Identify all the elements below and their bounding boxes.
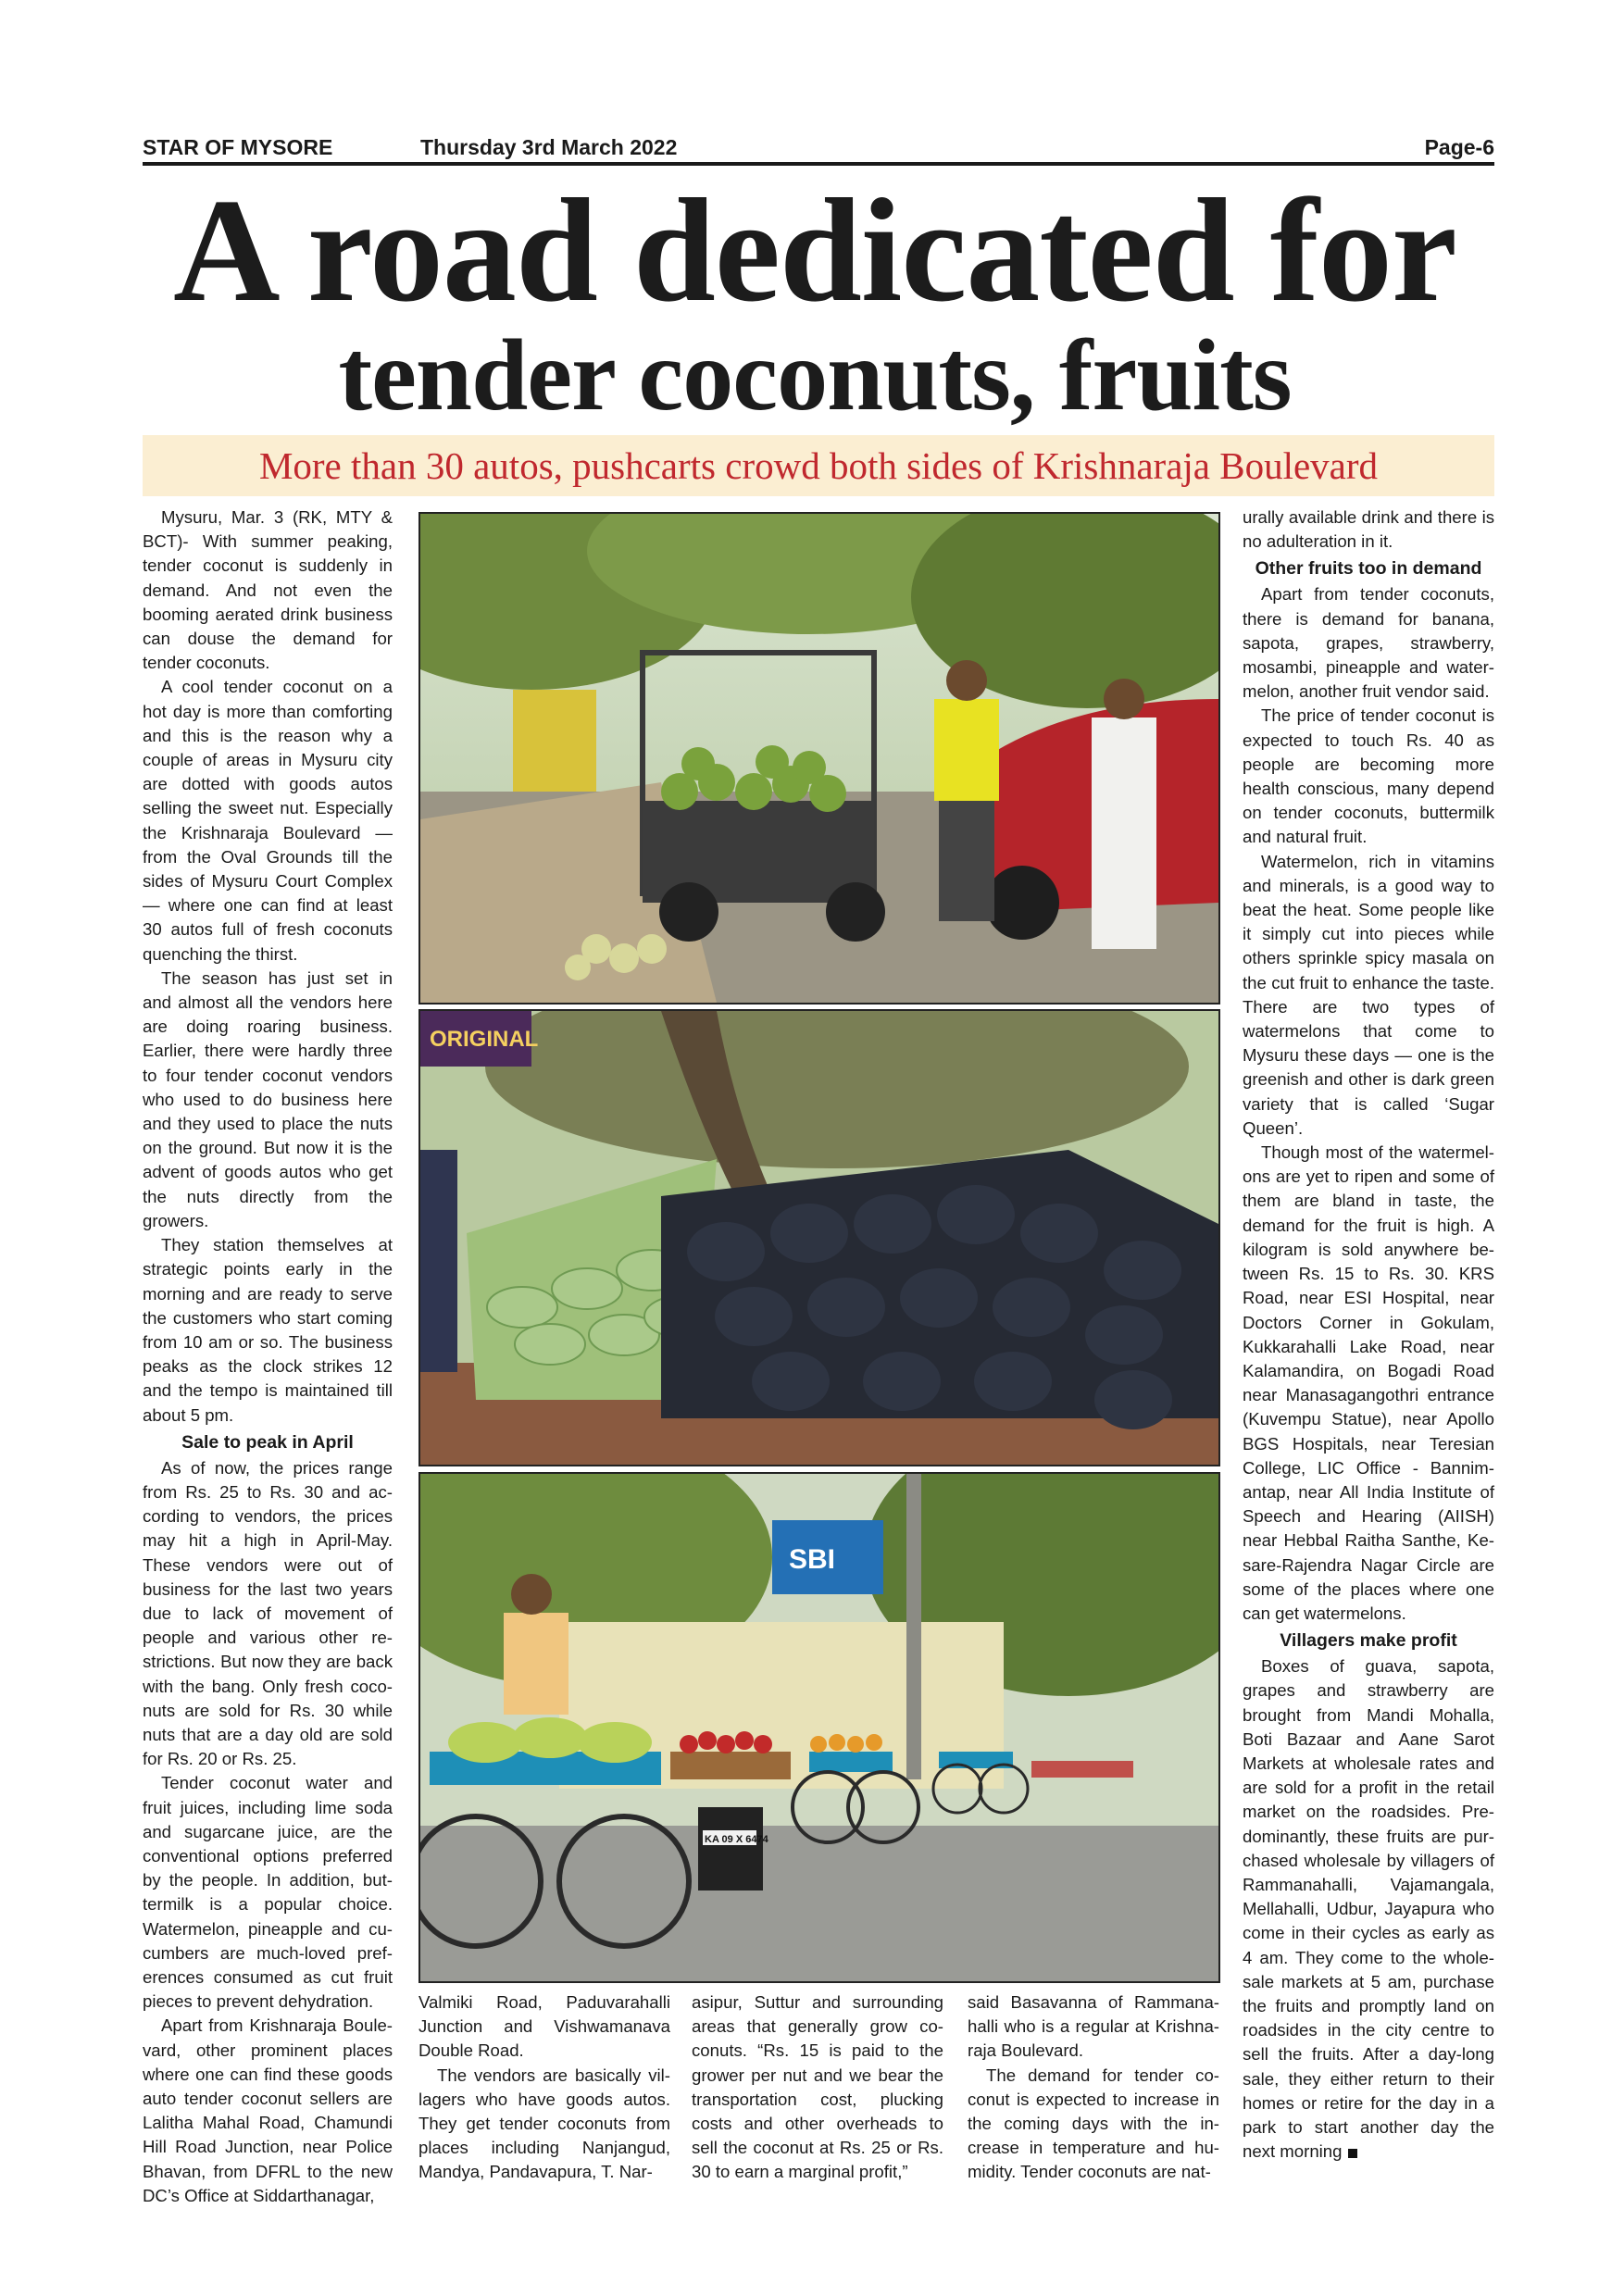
crosshead: Other fruits too in demand (1255, 558, 1482, 580)
article-column-1 (143, 505, 393, 2208)
article-column-4 (968, 1990, 1219, 2185)
signboard-text: ORIGINAL (430, 1027, 539, 1052)
crosshead: Villagers make profit (1280, 1630, 1457, 1652)
paragraph-final (1243, 1654, 1494, 2164)
paragraph: The vendors are basically villagers who have goods autos. They get tender coconuts from places including Nanjangud, Mandya, Pandavapura, T. Nar- (418, 2065, 670, 2182)
number-plate-text: KA 09 X 6474 (705, 1834, 768, 1845)
paragraph-text: Boxes of guava, sapota, grapes and strawberry are brought from Mandi Mohalla, Boti Bazaar and Aane Sarot Markets at wholesale rates and are sold for a profit in the retail market on the roadsides. Predominantly, these fruits are purchased wholesale by villagers of Rammanahalli, Vajamangala, Mellahalli, Udbur, Jayapura who come in their cycles as early as 4 am. They come to the wholesale markets at 5 am, purchase the fruits and promptly land on roadsides in the city centre to sell the fruits. After a day-long sale, they either return to their homes or retire for the day in a park to start another day the next morning (1243, 1656, 1494, 2162)
paragraph: A cool tender coconut on a hot day is more than comforting and this is the reason why a couple of areas in Mysuru city are dotted with goods autos selling the sweet nut. Especially the Krishnaraja Boulevard — from the Oval Grounds till the sides of Mysuru Court Complex — where one can find at least 30 autos full of fresh coconuts quenching the thirst. (143, 677, 393, 964)
paragraph: The price of tender coconut is expected to touch Rs. 40 as people are becoming more health conscious, many depend on tender coconuts, buttermilk and natural fruit. (1243, 705, 1494, 847)
paragraph: urally available drink and there is no adulteration in it. (1243, 507, 1494, 552)
paragraph: Watermelon, rich in vitamins and minerals, is a good way to beat the heat. Some people like it simply cut into pieces while others sprinkle spicy masala on the cut fruit to enhance the taste. There are two types of watermelons that come to Mysuru these days — one is the greenish and other is dark green variety that is called ‘Sugar Queen’. (1243, 851, 1494, 1138)
page-number: Page-6 (1424, 135, 1494, 159)
paragraph: Though most of the watermelons are yet to ripen and some of them are bland in taste, the demand for the fruit is high. A kilogram is sold anywhere between Rs. 15 to Rs. 30. KRS Road, near ESI Hospital, near Doctors Corner in Gokulam, Kukkarahalli Lake Road, near Kalamandira, on Bogadi Road near Manasagangothri entrance (Kuvempu Statue), near Apollo BGS Hospitals, near Teresian College, LIC Office - Bannimantap, near All India Institute of Speech and Hearing (AIISH) near Hebbal Raitha Santhe, Kesare-Rajendra Nagar Circle are some of the places where one can get watermelons. (1243, 1142, 1494, 1623)
bank-sign-text: SBI (789, 1544, 836, 1575)
end-mark (1348, 2149, 1357, 2158)
paragraph: As of now, the prices range from Rs. 25 to Rs. 30 and according to vendors, the prices may hit a high in April-May. These vendors were out of business for the last two years due to lack of movement of people and various other restrictions. But now they are back with the bang. Only fresh coconuts are sold for Rs. 30 while nuts that are a day old are sold for Rs. 20 or Rs. 25. (143, 1457, 393, 1769)
paragraph: Valmiki Road, Paduvarahalli Junction and Vishwamanava Double Road. (418, 1992, 670, 2061)
masthead (143, 128, 1494, 165)
headline-line-2: tender coconuts, fruits (338, 318, 1292, 431)
article-column-3 (692, 1990, 943, 2185)
paragraph: The demand for tender coconut is expected to increase in the coming days with the increase in temperature and humidity. Tender coconuts are nat- (968, 2065, 1219, 2182)
paragraph: said Basavanna of Rammanahalli who is a regular at Krishnaraja Boulevard. (968, 1992, 1219, 2061)
masthead-rule (143, 162, 1494, 166)
paragraph: The season has just set in and almost all the vendors here are doing roaring business. Earlier, there were hardly three to four tender coconut vendors who used to do business here and they used to place the nuts on the ground. But now it is the advent of goods autos who get the nuts directly from the growers. (143, 967, 393, 1230)
article-column-5 (1243, 505, 1494, 2164)
paragraph: Apart from tender coconuts, there is demand for banana, sapota, grapes, strawberry, mosambi, pineapple and watermelon, another fruit vendor said. (1243, 584, 1494, 702)
paragraph: They station themselves at strategic points early in the morning and are ready to serve the customers who start coming from 10 am or so. The business peaks as the clock strikes 12 and the tempo is maintained till about 5 pm. (143, 1235, 393, 1425)
photo-coconut-autos (418, 512, 1220, 1004)
paragraph: Mysuru, Mar. 3 (RK, MTY & BCT)- With summer peaking, tender coconut is suddenly in demand. And not even the booming aerated drink business can douse the demand for tender coconuts. (143, 507, 393, 673)
coconut-autos-image (420, 514, 1218, 1003)
photo-fruit-pushcarts (418, 1472, 1220, 1983)
paragraph: Tender coconut water and fruit juices, including lime soda and sugarcane juice, are the conventional options preferred by the people. In addition, buttermilk is a popular choice. Watermelon, pineapple and cucumbers are much-loved preferences consumed as cut fruit pieces to prevent dehydration. (143, 1773, 393, 2012)
headline-line-1: A road dedicated for (173, 168, 1456, 332)
subheadline: More than 30 autos, pushcarts crowd both sides of Krishnaraja Boulevard (258, 444, 1379, 487)
newspaper-name: STAR OF MYSORE (143, 135, 333, 159)
paragraph: Apart from Krishnaraja Boulevard, other prominent places where one can find these goods auto tender coconut sellers are Lalitha Mahal Road, Chamundi Hill Road Junction, near Police Bhavan, from DFRL to the new DC’s Office at Siddarthanagar, (143, 2015, 393, 2205)
crosshead: Sale to peak in April (181, 1431, 354, 1453)
issue-date: Thursday 3rd March 2022 (420, 135, 678, 159)
paragraph: asipur, Suttur and surrounding areas that generally grow coconuts. “Rs. 15 is paid to the grower per nut and we bear the transportation cost, plucking costs and other overheads to sell the coconut at Rs. 25 or Rs. 30 to earn a marginal profit,” (692, 1992, 943, 2182)
photo-watermelon-heap (418, 1009, 1220, 1466)
article-column-2 (418, 1990, 670, 2185)
fruit-pushcarts-image (420, 1474, 1218, 1981)
watermelon-heap-image (420, 1011, 1218, 1465)
